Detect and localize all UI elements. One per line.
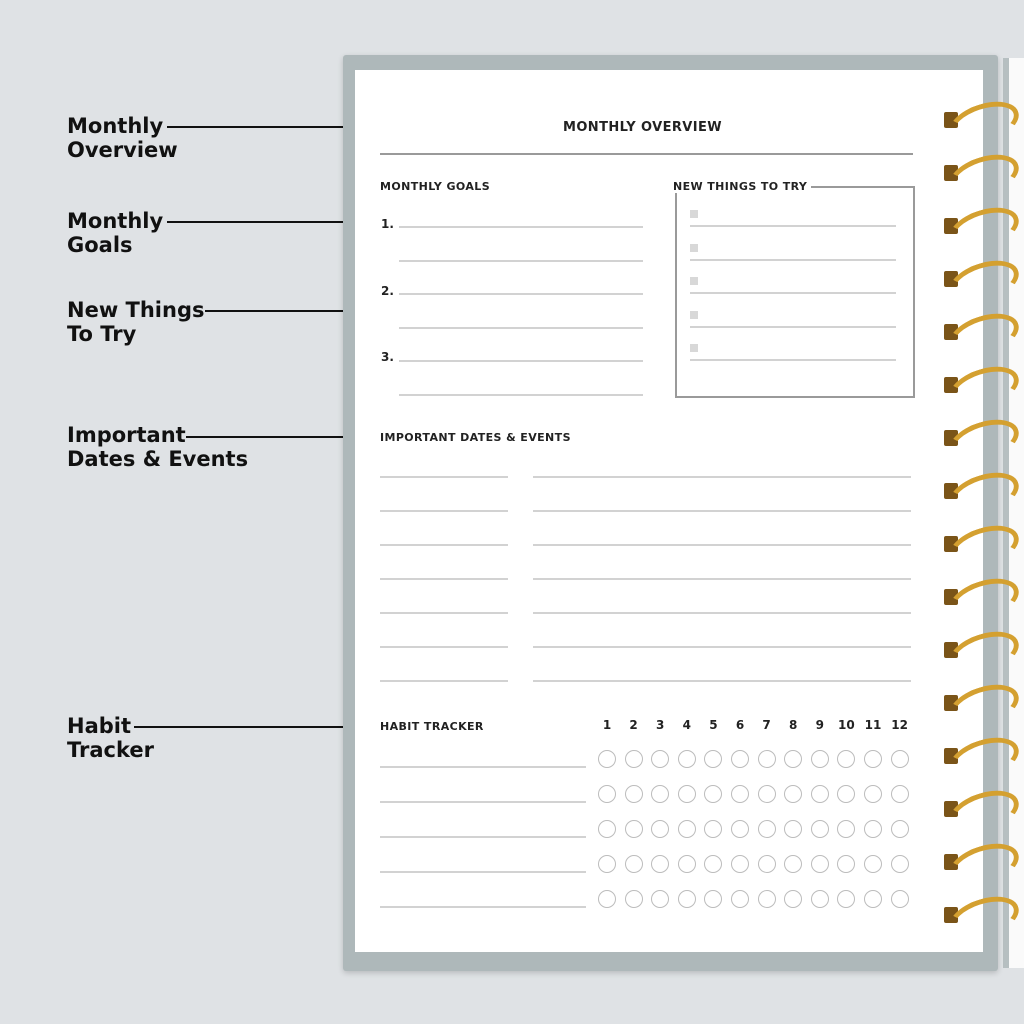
callout-label-line2: Overview	[67, 138, 178, 162]
goal-number: 1.	[381, 217, 394, 231]
habit-name-line[interactable]	[380, 801, 586, 803]
habit-check-circle[interactable]	[758, 820, 776, 838]
callout-label-line1: New Things	[67, 298, 205, 322]
habit-check-circle[interactable]	[891, 890, 909, 908]
habit-tracker-title: HABIT TRACKER	[380, 720, 484, 733]
habit-check-circle[interactable]	[864, 890, 882, 908]
checkbox[interactable]	[690, 277, 698, 285]
habit-check-circle[interactable]	[678, 855, 696, 873]
habit-column-number: 6	[735, 718, 745, 732]
habit-check-circle[interactable]	[598, 890, 616, 908]
callout-habit-tracker	[67, 714, 267, 762]
habit-check-circle[interactable]	[651, 785, 669, 803]
habit-name-line[interactable]	[380, 906, 586, 908]
goal-number: 2.	[381, 284, 394, 298]
habit-check-circle[interactable]	[625, 820, 643, 838]
habit-column-number: 1	[602, 718, 612, 732]
habit-column-number: 5	[709, 718, 718, 732]
goal-line[interactable]	[399, 226, 643, 228]
callout-label-line2: Tracker	[67, 738, 154, 762]
event-description-line[interactable]	[533, 476, 911, 478]
goal-line[interactable]	[399, 260, 643, 262]
habit-name-line[interactable]	[380, 836, 586, 838]
event-date-line[interactable]	[380, 510, 508, 512]
habit-check-circle[interactable]	[598, 855, 616, 873]
event-description-line[interactable]	[533, 612, 911, 614]
habit-check-circle[interactable]	[784, 890, 802, 908]
habit-check-circle[interactable]	[625, 890, 643, 908]
habit-check-circle[interactable]	[678, 750, 696, 768]
habit-check-circle[interactable]	[598, 785, 616, 803]
habit-check-circle[interactable]	[811, 890, 829, 908]
callout-label-line1: Important	[67, 423, 186, 447]
habit-check-circle[interactable]	[651, 820, 669, 838]
habit-check-circle[interactable]	[864, 785, 882, 803]
habit-check-circle[interactable]	[731, 855, 749, 873]
habit-check-circle[interactable]	[651, 855, 669, 873]
habit-check-circle[interactable]	[758, 890, 776, 908]
habit-check-circle[interactable]	[864, 855, 882, 873]
habit-check-circle[interactable]	[891, 750, 909, 768]
habit-check-circle[interactable]	[598, 820, 616, 838]
habit-check-circle[interactable]	[678, 890, 696, 908]
habit-check-circle[interactable]	[758, 750, 776, 768]
habit-check-circle[interactable]	[625, 855, 643, 873]
habit-check-circle[interactable]	[811, 750, 829, 768]
new-thing-line[interactable]	[690, 292, 896, 294]
habit-name-line[interactable]	[380, 766, 586, 768]
event-description-line[interactable]	[533, 544, 911, 546]
habit-column-number: 3	[656, 718, 665, 732]
event-description-line[interactable]	[533, 510, 911, 512]
checkbox[interactable]	[690, 344, 698, 352]
habit-column-number: 8	[789, 718, 798, 732]
callout-new-things	[67, 298, 267, 346]
callout-monthly-goals	[67, 209, 267, 257]
habit-check-circle[interactable]	[784, 750, 802, 768]
habit-check-circle[interactable]	[864, 750, 882, 768]
callout-connector	[186, 436, 368, 438]
habit-check-circle[interactable]	[704, 820, 722, 838]
goal-number: 3.	[381, 350, 394, 364]
habit-check-circle[interactable]	[731, 820, 749, 838]
event-date-line[interactable]	[380, 578, 508, 580]
habit-check-circle[interactable]	[811, 820, 829, 838]
page-title: MONTHLY OVERVIEW	[563, 120, 722, 135]
habit-check-circle[interactable]	[784, 820, 802, 838]
callout-label-line2: Dates & Events	[67, 447, 249, 471]
habit-check-circle[interactable]	[704, 750, 722, 768]
goal-line[interactable]	[399, 394, 643, 396]
habit-check-circle[interactable]	[651, 750, 669, 768]
habit-column-number: 10	[838, 718, 855, 732]
callout-monthly-overview	[67, 114, 267, 162]
habit-check-circle[interactable]	[837, 855, 855, 873]
habit-check-circle[interactable]	[678, 785, 696, 803]
new-thing-line[interactable]	[690, 259, 896, 261]
habit-check-circle[interactable]	[758, 785, 776, 803]
callout-connector	[167, 221, 367, 223]
habit-check-circle[interactable]	[625, 785, 643, 803]
title-rule	[380, 153, 913, 155]
habit-check-circle[interactable]	[704, 890, 722, 908]
goal-line[interactable]	[399, 360, 643, 362]
habit-check-circle[interactable]	[731, 750, 749, 768]
callout-important-dates	[67, 423, 267, 471]
callout-connector	[134, 726, 368, 728]
habit-column-number: 9	[815, 718, 824, 732]
monthly-goals-title: MONTHLY GOALS	[380, 180, 491, 193]
callout-label-line1: Monthly	[67, 114, 164, 138]
habit-name-line[interactable]	[380, 871, 586, 873]
goal-line[interactable]	[399, 327, 643, 329]
habit-column-number: 4	[682, 718, 691, 732]
event-date-line[interactable]	[380, 612, 508, 614]
back-page-edge	[1003, 58, 1024, 968]
event-date-line[interactable]	[380, 476, 508, 478]
event-date-line[interactable]	[380, 680, 508, 682]
habit-check-circle[interactable]	[837, 820, 855, 838]
habit-check-circle[interactable]	[891, 785, 909, 803]
habit-check-circle[interactable]	[651, 890, 669, 908]
callout-label-line2: Goals	[67, 233, 133, 257]
habit-check-circle[interactable]	[811, 855, 829, 873]
new-thing-line[interactable]	[690, 326, 896, 328]
habit-check-circle[interactable]	[837, 890, 855, 908]
habit-check-circle[interactable]	[837, 785, 855, 803]
checkbox[interactable]	[690, 311, 698, 319]
event-description-line[interactable]	[533, 646, 911, 648]
callout-label-line1: Monthly	[67, 209, 164, 233]
checkbox[interactable]	[690, 210, 698, 218]
callout-label-line1: Habit	[67, 714, 132, 738]
habit-check-circle[interactable]	[891, 820, 909, 838]
habit-check-circle[interactable]	[784, 785, 802, 803]
planner-page	[355, 70, 983, 952]
habit-check-circle[interactable]	[625, 750, 643, 768]
habit-column-number: 11	[864, 718, 882, 732]
habit-column-number: 2	[629, 718, 638, 732]
new-thing-line[interactable]	[690, 359, 896, 361]
habit-column-number: 12	[891, 718, 908, 732]
habit-check-circle[interactable]	[864, 820, 882, 838]
event-description-line[interactable]	[533, 578, 911, 580]
habit-check-circle[interactable]	[837, 750, 855, 768]
event-date-line[interactable]	[380, 544, 508, 546]
habit-check-circle[interactable]	[731, 890, 749, 908]
callout-label-line2: To Try	[67, 322, 137, 346]
habit-check-circle[interactable]	[704, 785, 722, 803]
habit-check-circle[interactable]	[704, 855, 722, 873]
events-title: IMPORTANT DATES & EVENTS	[380, 431, 571, 444]
habit-check-circle[interactable]	[758, 855, 776, 873]
checkbox[interactable]	[690, 244, 698, 252]
event-date-line[interactable]	[380, 646, 508, 648]
new-things-title: NEW THINGS TO TRY	[669, 180, 811, 193]
event-description-line[interactable]	[533, 680, 911, 682]
habit-check-circle[interactable]	[811, 785, 829, 803]
habit-check-circle[interactable]	[598, 750, 616, 768]
new-thing-line[interactable]	[690, 225, 896, 227]
habit-check-circle[interactable]	[784, 855, 802, 873]
habit-check-circle[interactable]	[678, 820, 696, 838]
habit-check-circle[interactable]	[731, 785, 749, 803]
habit-check-circle[interactable]	[891, 855, 909, 873]
habit-column-number: 7	[762, 718, 771, 732]
goal-line[interactable]	[399, 293, 643, 295]
